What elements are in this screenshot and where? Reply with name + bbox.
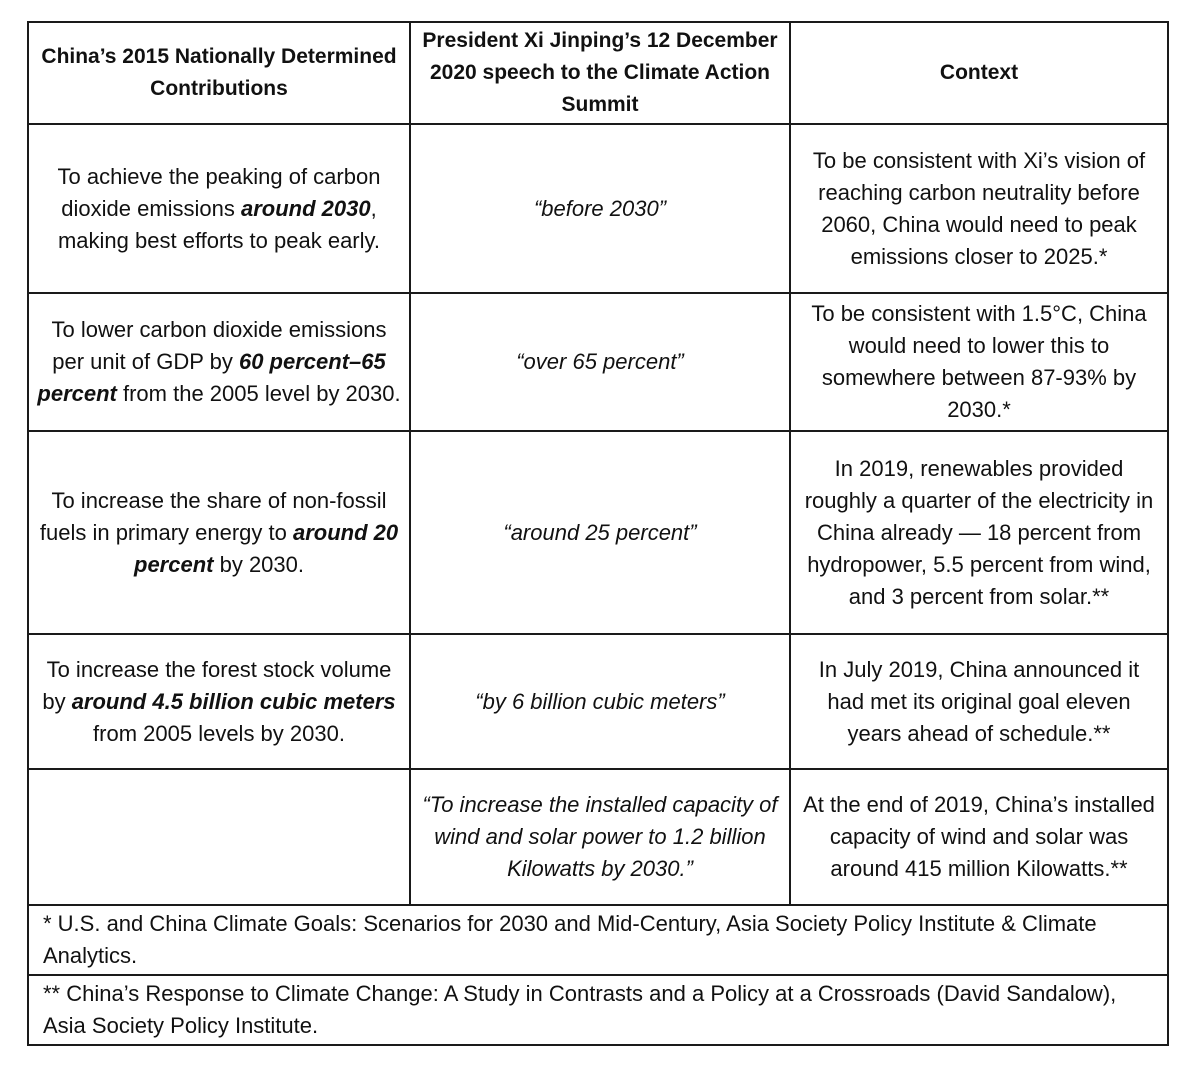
context-cell: In 2019, renewables provided roughly a quarter of the electricity in China already — 18 percent from hydropower, 5.5 percent from wind, and 3 percent from solar.** (790, 431, 1168, 634)
ndc-target: around 2030 (241, 195, 371, 221)
header-row (28, 22, 1168, 124)
climate-goals-table (27, 21, 1169, 1046)
ndc-cell (28, 293, 410, 431)
ndc-target: around 20 percent (134, 519, 399, 577)
ndc-cell (28, 634, 410, 769)
table-row (28, 293, 1168, 431)
ndc-text: from 2005 levels by 2030. (93, 720, 345, 746)
ndc-text: To achieve the peaking of carbon dioxide emissions (57, 163, 381, 221)
ndc-cell-empty (28, 769, 410, 905)
table-row (28, 124, 1168, 293)
header-speech: President Xi Jinping’s 12 December 2020 speech to the Climate Action Summit (410, 22, 790, 124)
table-row (28, 634, 1168, 769)
speech-cell: “To increase the installed capacity of wind and solar power to 1.2 billion Kilowatts by 2030.” (410, 769, 790, 905)
context-cell: To be consistent with 1.5°C, China would need to lower this to somewhere between 87-93% by 2030.* (790, 293, 1168, 431)
ndc-text: , making best efforts to peak early. (57, 195, 381, 253)
table-row (28, 431, 1168, 634)
context-cell: To be consistent with Xi’s vision of reaching carbon neutrality before 2060, China would need to peak emissions closer to 2025.* (790, 124, 1168, 293)
table-row (28, 769, 1168, 905)
footnote-row (28, 905, 1168, 975)
ndc-text: by 2030. (213, 551, 304, 577)
context-cell: In July 2019, China announced it had met its original goal eleven years ahead of schedule.** (790, 634, 1168, 769)
ndc-text: To increase the forest stock volume by (42, 656, 392, 714)
speech-cell: “over 65 percent” (410, 293, 790, 431)
header-ndc: China’s 2015 Nationally Determined Contributions (28, 22, 410, 124)
ndc-cell (28, 124, 410, 293)
ndc-cell (28, 431, 410, 634)
context-cell: At the end of 2019, China’s installed capacity of wind and solar was around 415 million Kilowatts.** (790, 769, 1168, 905)
ndc-target: around 4.5 billion cubic meters (71, 688, 396, 714)
ndc-text: To lower carbon dioxide emissions per unit of GDP by (51, 317, 387, 374)
footnote-1: * U.S. and China Climate Goals: Scenarios for 2030 and Mid-Century, Asia Society Policy Institute & Climate Analytics. (28, 905, 1168, 975)
header-context: Context (790, 22, 1168, 124)
speech-cell: “before 2030” (410, 124, 790, 293)
ndc-text: To increase the share of non-fossil fuels in primary energy to (39, 487, 387, 545)
footnote-2: ** China’s Response to Climate Change: A Study in Contrasts and a Policy at a Crossroads (David Sandalow), Asia Society Policy Institute. (28, 975, 1168, 1045)
speech-cell: “by 6 billion cubic meters” (410, 634, 790, 769)
speech-cell: “around 25 percent” (410, 431, 790, 634)
footnote-row (28, 975, 1168, 1045)
ndc-text: from the 2005 level by 2030. (116, 381, 401, 406)
ndc-target: 60 percent–65 percent (37, 349, 386, 406)
